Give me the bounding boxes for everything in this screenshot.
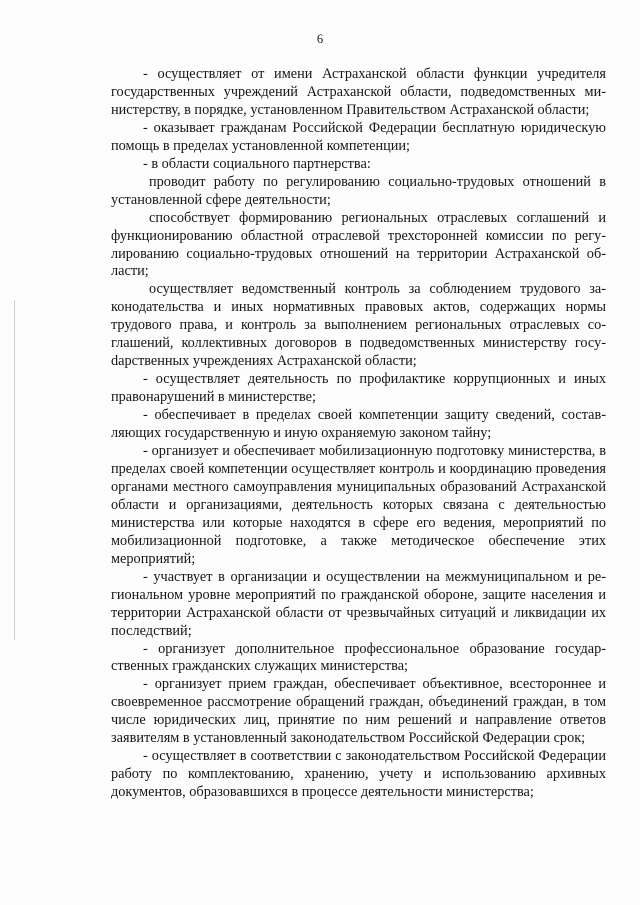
paragraph-citizen-appeals: - организует прием граждан, обеспечивает объективное, всестороннее и своевременное рассмотрение обращений граждан, объединений граждан, в том числе юридических лиц, принятие по ним решений и направление ответов заявителям в установленный законодательством Российской Федерации срок; [111,676,606,747]
paragraph-staff-education: - организует дополнительное профессиональное образование государственных гражданских служащих министерства; [111,640,606,675]
paragraph-legal-aid: - оказывает гражданам Российской Федерации бесплатную юридическую помощь в пределах установленной компетенции; [111,119,606,154]
paragraph-labor-relations: проводит работу по регулированию социально-трудовых отношений в установленной сфере деятельности; [111,173,606,208]
paragraph-social-partnership: - в области социального партнерства: [143,155,371,172]
paragraph-tripartite-commission: способствует формированию региональных отраслевых соглашений и функционированию областной отраслевой трехсторонней комиссии по регулированию социально-трудовых отношений на территории Астраханской области; [111,209,606,280]
scan-artifact-line [14,300,15,640]
paragraph-labor-control: осуществляет ведомственный контроль за соблюдением трудового законодательства и иных нормативных правовых актов, содержащих нормы трудового права, и контроль за выполнением региональных отраслевых соглашений, коллективных договоров в подведомственных министерству госуdарственных учреждениях Астраханской области; [111,281,606,370]
page-number: 6 [316,32,324,46]
document-text-body [111,66,606,802]
paragraph-secret-protection: - обеспечивает в пределах своей компетенции защиту сведений, составляющих государственную и иную охраняемую законом тайну; [111,407,606,442]
paragraph-archives: - осуществляет в соответствии с законодательством Российской Федерации работу по комплектованию, хранению, учету и использованию архивных документов, образовавшихся в процессе деятельности министерства; [111,748,606,801]
paragraph-corruption-prevention: - осуществляет деятельность по профилактике коррупционных и иных правонарушений в министерстве; [111,371,606,406]
paragraph-mobilization: - организует и обеспечивает мобилизационную подготовку министерства, в пределах своей компетенции осуществляет контроль и координацию проведения органами местного самоуправления муниципальных образований Астраханской области и организациями, деятельность которых связана с деятельностью министерства или которые находятся в сфере его ведения, мероприятий по мобилизационной подготовке, а также методическое обеспечение этих мероприятий; [111,443,606,567]
paragraph-founder-functions: - осуществляет от имени Астраханской области функции учредителя государственных учреждений Астраханской области, подведомственных министерству, в порядке, установленном Правительством Астраханской области; [111,66,606,118]
paragraph-civil-defense: - участвует в организации и осуществлении на межмуниципальном и региональном уровне мероприятий по гражданской обороне, защите населения и территории Астраханской области от чрезвычайных ситуаций и ликвидации их последствий; [111,568,606,639]
